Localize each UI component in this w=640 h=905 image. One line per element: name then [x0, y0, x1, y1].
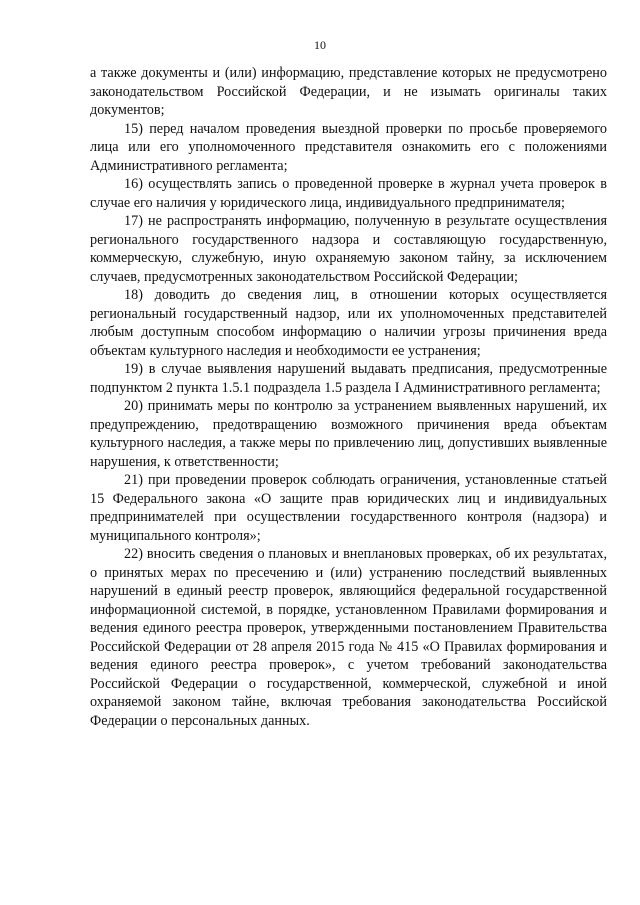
paragraph-continuation: а также документы и (или) информацию, представление которых не предусмотрено законодательством Российской Федерации, и не изымать оригиналы таких документов;: [90, 65, 607, 118]
paragraph-item-20: 20) принимать меры по контролю за устранением выявленных нарушений, их предупреждению, предотвращению возможного причинения вреда объектам культурного наследия, а также меры по привлечению лиц, допустивших выявленные нарушения, к ответственности;: [90, 398, 607, 470]
paragraph-item-21: 21) при проведении проверок соблюдать ограничения, установленные статьей 15 Федерального закона «О защите прав юридических лиц и индивидуальных предпринимателей при осуществлении государственного контроля (надзора) и муниципального контроля»;: [90, 472, 607, 544]
paragraph-item-18: 18) доводить до сведения лиц, в отношении которых осуществляется региональный государственный надзор, или их уполномоченных представителей любым доступным способом информацию о наличии угрозы причинения вреда объектам культурного наследия и необходимости ее устранения;: [90, 287, 607, 359]
document-body: [90, 64, 607, 730]
page-number: 10: [314, 38, 326, 52]
paragraph-item-15: 15) перед началом проведения выездной проверки по просьбе проверяемого лица или его уполномоченного представителя ознакомить его с положениями Административного регламента;: [90, 120, 607, 174]
paragraph-item-17: 17) не распространять информацию, полученную в результате осуществления регионального государственного надзора и составляющую государственную, коммерческую, служебную, иную охраняемую законом тайну, за исключением случаев, предусмотренных законодательством Российской Федерации;: [90, 213, 607, 285]
paragraph-item-19: 19) в случае выявления нарушений выдавать предписания, предусмотренные подпунктом 2 пункта 1.5.1 подраздела 1.5 раздела I Административного регламента;: [90, 361, 607, 396]
paragraph-item-22: 22) вносить сведения о плановых и внеплановых проверках, об их результатах, о принятых мерах по пресечению и (или) устранению последствий выявленных нарушений в единый реестр проверок, являющийся федеральной государственной информационной системой, в порядке, установленном Правилами формирования и ведения единого реестра проверок, утвержденными постановлением Правительства Российской Федерации от 28 апреля 2015 года № 415 «О Правилах формирования и ведения единого реестра проверок», с учетом требований законодательства Российской Федерации о государственной, коммерческой, служебной и иной охраняемой законом тайне, включая требования законодательства Российской Федерации о персональных данных.: [90, 546, 607, 729]
paragraph-item-16: 16) осуществлять запись о проведенной проверке в журнал учета проверок в случае его наличия у юридического лица, индивидуального предпринимателя;: [90, 176, 607, 211]
